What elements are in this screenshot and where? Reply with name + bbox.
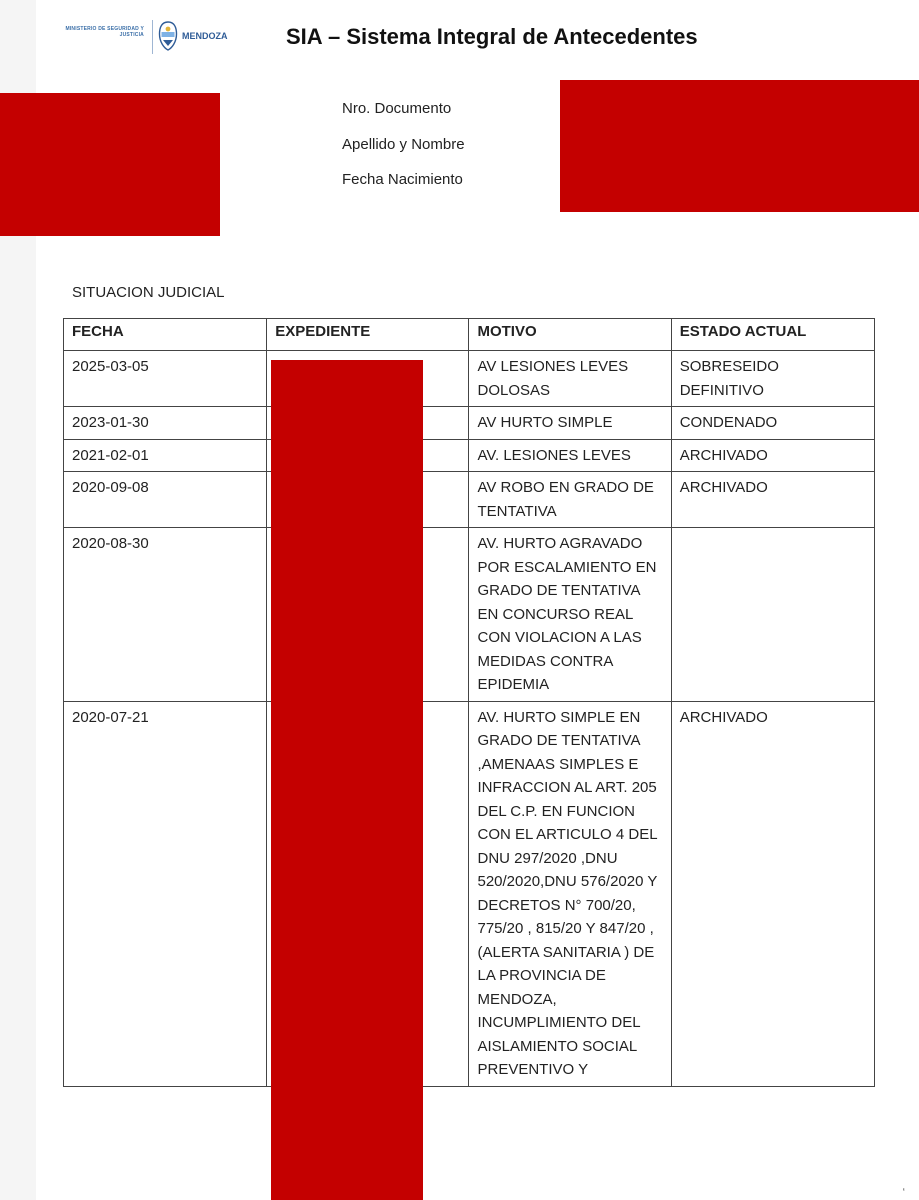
cell-estado: ARCHIVADO [671, 701, 874, 1086]
ministerio-logo-text: MINISTERIO DE SEGURIDAD Y JUSTICIA [65, 26, 144, 38]
table-row [64, 701, 875, 1086]
cell-estado: CONDENADO [671, 407, 874, 440]
page-corner-mark: ‘ [902, 1187, 905, 1198]
document-header [56, 12, 856, 60]
table-row [64, 472, 875, 528]
section-title: SITUACION JUDICIAL [72, 284, 225, 301]
table-row [64, 528, 875, 702]
header-estado: ESTADO ACTUAL [671, 319, 874, 351]
redaction-block-left [0, 93, 220, 236]
table-row [64, 407, 875, 440]
logo-divider [152, 20, 153, 54]
cell-fecha: 2025-03-05 [64, 351, 267, 407]
cell-estado: ARCHIVADO [671, 472, 874, 528]
cell-estado [671, 528, 874, 702]
header-fecha: FECHA [64, 319, 267, 351]
redaction-block-right [560, 80, 919, 212]
mendoza-shield-icon [158, 21, 178, 51]
table-row [64, 439, 875, 472]
table-header-row [64, 319, 875, 351]
cell-fecha: 2020-09-08 [64, 472, 267, 528]
table-row [64, 351, 875, 407]
header-motivo: MOTIVO [469, 319, 671, 351]
redaction-expediente-column [271, 360, 423, 1200]
document-title: SIA – Sistema Integral de Antecedentes [286, 24, 698, 49]
cell-motivo: AV HURTO SIMPLE [469, 407, 671, 440]
cell-fecha: 2023-01-30 [64, 407, 267, 440]
cell-motivo: AV. HURTO SIMPLE EN GRADO DE TENTATIVA ,AMENAAS SIMPLES E INFRACCION AL ART. 205 DEL C.P. EN FUNCION CON EL ARTICULO 4 DEL DNU 297/2020 ,DNU 520/2020,DNU 576/2020 Y DECRETOS N° 700/20, 775/20 , 815/20 Y 847/20 ,(ALERTA SANITARIA ) DE LA PROVINCIA DE MENDOZA, INCUMPLIMIENTO DEL AISLAMIENTO SOCIAL PREVENTIVO Y [469, 701, 671, 1086]
cell-fecha: 2020-08-30 [64, 528, 267, 702]
cell-estado: ARCHIVADO [671, 439, 874, 472]
cell-fecha: 2020-07-21 [64, 701, 267, 1086]
nombre-label: Apellido y Nombre [342, 136, 465, 153]
documento-label: Nro. Documento [342, 100, 452, 117]
records-table [63, 318, 875, 1087]
header-expediente: EXPEDIENTE [267, 319, 469, 351]
cell-motivo: AV. LESIONES LEVES [469, 439, 671, 472]
cell-motivo: AV. HURTO AGRAVADO POR ESCALAMIENTO EN GRADO DE TENTATIVA EN CONCURSO REAL CON VIOLACION A LAS MEDIDAS CONTRA EPIDEMIA [469, 528, 671, 702]
cell-motivo: AV LESIONES LEVES DOLOSAS [469, 351, 671, 407]
cell-fecha: 2021-02-01 [64, 439, 267, 472]
cell-estado: SOBRESEIDO DEFINITIVO [671, 351, 874, 407]
cell-motivo: AV ROBO EN GRADO DE TENTATIVA [469, 472, 671, 528]
nacimiento-label: Fecha Nacimiento [342, 171, 463, 188]
mendoza-logo-text: MENDOZA [182, 31, 228, 41]
